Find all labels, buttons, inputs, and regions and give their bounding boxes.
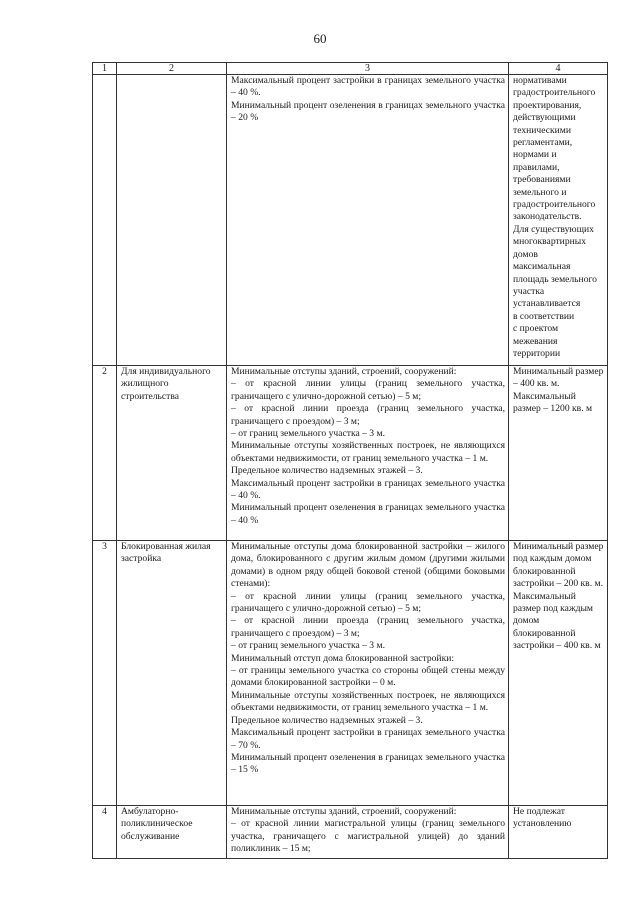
parameter-text: Минимальные отступы хозяйственных построек, не являющихся объектами недвижимости, от границ земельного участка – 1 м. [231, 440, 505, 464]
row-number: 2 [93, 366, 117, 541]
size-text: Минимальный размер – 400 кв. м. [513, 366, 604, 390]
parameter-text: Минимальный процент озеленения в границах земельного участка – 20 % [231, 99, 505, 124]
parameter-text: – от границ земельного участка – 3 м. [231, 640, 385, 652]
parameter-text: – от границ земельного участка – 3 м. [231, 428, 385, 440]
parameter-text: – от красной линии улицы (границ земельного участка, граничащего с улично-дорожной сетью) – 5 м; [231, 378, 505, 402]
size-text: территории [513, 347, 561, 359]
page-number: 60 [313, 31, 327, 46]
building-parameters [227, 806, 509, 859]
parameter-text: Минимальные отступы зданий, строений, сооружений: [231, 366, 457, 377]
parameter-text: Предельное количество надземных этажей – 3. [231, 465, 423, 477]
plot-size [509, 806, 608, 859]
plot-size [509, 366, 608, 541]
parameter-text: – от красной линии магистральной улицы (границ земельного участка, граничащего с магистральной улицей) до зданий поликлиник – 15 м; [231, 818, 505, 855]
parameter-text: Минимальные отступы дома блокированной застройки – жилого дома, блокированного с другим жилым домом (другими жилыми домами) в одном ряду общей боковой стеной (общими боковыми стенами): [231, 541, 505, 590]
parameter-text: – от границы земельного участка со стороны общей стены между домами блокированной застройки – 0 м. [231, 665, 505, 689]
size-text: нормативами [513, 75, 567, 86]
header-col-4: 4 [509, 63, 608, 75]
size-text: участка [513, 285, 545, 297]
size-text: требованиями [513, 174, 571, 186]
land-use-name [117, 75, 227, 366]
table-header-row [93, 63, 608, 75]
size-text: с проектом [513, 323, 559, 335]
row-number: 3 [93, 541, 117, 806]
size-text: Минимальный размер под каждым домом блокированной застройки – 200 кв. м. [513, 541, 604, 590]
parameter-text: Минимальный отступ дома блокированной застройки: [231, 652, 455, 664]
size-text: техническими [513, 124, 571, 136]
regulations-table [92, 62, 608, 859]
size-text: проектирования, [513, 99, 582, 111]
parameter-text: Предельное количество надземных этажей – 3. [231, 714, 423, 726]
size-text: законодательств. [513, 211, 582, 223]
table-row [93, 75, 608, 366]
size-text: многоквартирных [513, 236, 586, 248]
land-use-name: Амбулаторно-поликлиническое обслуживание [117, 806, 227, 859]
size-text: земельного и [513, 186, 567, 198]
parameter-text: Минимальный процент озеленения в границах земельного участка – 40 % [231, 502, 505, 526]
header-col-2: 2 [117, 63, 227, 75]
plot-size [509, 541, 608, 806]
size-text: правилами, [513, 161, 560, 173]
size-text: в соответствии [513, 310, 575, 322]
size-text: домов [513, 248, 538, 260]
size-text: градостроительного [513, 87, 596, 99]
size-text: межевания [513, 335, 558, 347]
table-row [93, 806, 608, 859]
building-parameters [227, 75, 509, 366]
size-text: градостроительного [513, 199, 596, 211]
parameter-text: Минимальный процент озеленения в границах земельного участка – 15 % [231, 751, 505, 776]
parameter-text: Минимальные отступы хозяйственных построек, не являющихся объектами недвижимости, от границ земельного участка – 1 м. [231, 689, 505, 714]
size-text: Не подлежат установлению [513, 806, 572, 830]
parameter-text: Максимальный процент застройки в границах земельного участка – 40 %. [231, 477, 505, 502]
size-text: площадь земельного [513, 273, 597, 285]
building-parameters [227, 366, 509, 541]
row-number [93, 75, 117, 366]
header-col-3: 3 [227, 63, 509, 75]
building-parameters [227, 541, 509, 806]
size-text: максимальная [513, 261, 571, 273]
land-use-name: Блокированная жилая застройка [117, 541, 227, 806]
size-text: нормами и [513, 149, 557, 161]
land-use-name: Для индивидуального жилищного строительства [117, 366, 227, 541]
parameter-text: – от красной линии проезда (границ земельного участка, граничащего с проездом) – 3 м; [231, 615, 505, 639]
plot-size [509, 75, 608, 366]
table-row [93, 366, 608, 541]
row-number: 4 [93, 806, 117, 859]
parameter-text: – от красной линии проезда (границ земельного участка, граничащего с проездом) – 3 м; [231, 403, 505, 427]
size-text: регламентами, [513, 137, 573, 149]
size-text: действующими [513, 112, 576, 124]
size-text: Для существующих [513, 223, 594, 235]
table-row [93, 541, 608, 806]
size-text: Максимальный размер – 1200 кв. м [513, 390, 593, 415]
size-text: устанавливается [513, 298, 581, 310]
parameter-text: Минимальные отступы зданий, строений, сооружений: [231, 806, 457, 817]
header-col-1: 1 [93, 63, 117, 75]
parameter-text: Максимальный процент застройки в границах земельного участка – 40 %. [231, 75, 505, 99]
parameter-text: – от красной линии улицы (границ земельного участка, граничащего с улично-дорожной сетью) – 5 м; [231, 590, 505, 615]
parameter-text: Максимальный процент застройки в границах земельного участка – 70 %. [231, 727, 505, 751]
size-text: Максимальный размер под каждым домом блокированной застройки – 400 кв. м [513, 590, 601, 652]
